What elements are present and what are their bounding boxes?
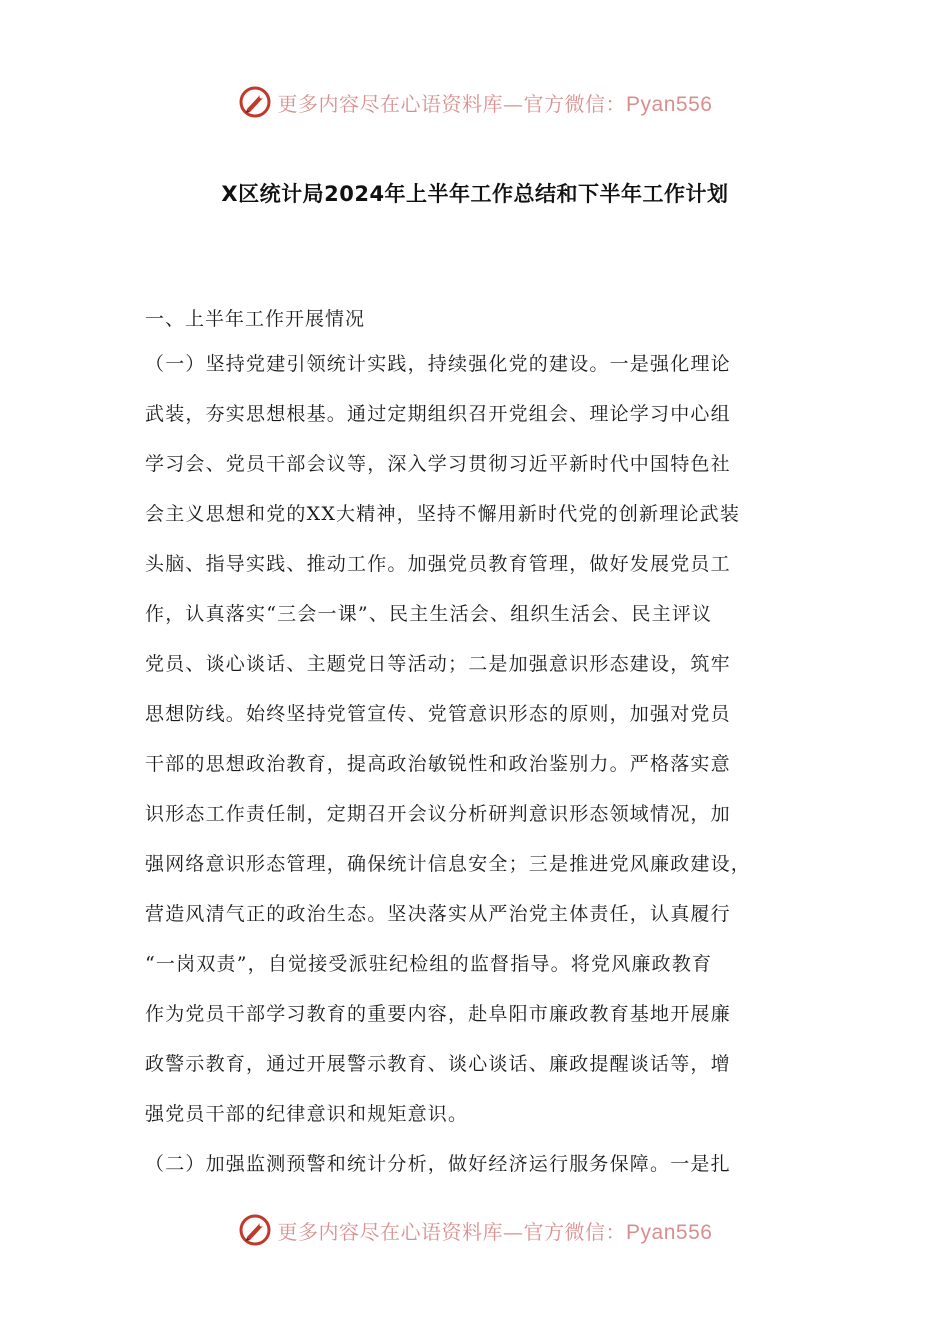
pen-logo-icon: [238, 1213, 272, 1247]
document-title: X区统计局2024年上半年工作总结和下半年工作计划: [221, 182, 729, 206]
watermark-handle: Pyan556: [626, 92, 713, 116]
text-line: 党员、谈心谈话、主题党日等活动；二是加强意识形态建设，筑牢: [145, 653, 731, 675]
text-line: 作，认真落实“三会一课”、民主生活会、组织生活会、民主评议: [145, 603, 713, 625]
text-line: 识形态工作责任制，定期召开会议分析研判意识形态领域情况，加: [145, 803, 731, 825]
section-heading: 一、上半年工作开展情况: [145, 308, 366, 330]
watermark-header: [0, 82, 950, 122]
text-line: 会主义思想和党的XX大精神，坚持不懈用新时代党的创新理论武装: [145, 503, 741, 525]
text-line: 头脑、指导实践、推动工作。加强党员教育管理，做好发展党员工: [145, 553, 731, 575]
watermark-handle: Pyan556: [626, 1220, 713, 1244]
watermark-text: 更多内容尽在心语资料库—官方微信：Pyan556: [277, 91, 713, 116]
text-line: （一）坚持党建引领统计实践，持续强化党的建设。一是强化理论: [145, 353, 731, 375]
text-line: 强网络意识形态管理，确保统计信息安全；三是推进党风廉政建设，: [145, 853, 752, 875]
paragraph-lines: [145, 339, 805, 1189]
text-line: 政警示教育，通过开展警示教育、谈心谈话、廉政提醒谈话等，增: [145, 1053, 731, 1075]
text-line: 作为党员干部学习教育的重要内容，赴阜阳市廉政教育基地开展廉: [145, 1003, 731, 1025]
text-line: 学习会、党员干部会议等，深入学习贯彻习近平新时代中国特色社: [145, 453, 731, 475]
text-line: （二）加强监测预警和统计分析，做好经济运行服务保障。一是扎: [145, 1153, 731, 1175]
text-line: 营造风清气正的政治生态。坚决落实从严治党主体责任，认真履行: [145, 903, 731, 925]
watermark-text: 更多内容尽在心语资料库—官方微信：Pyan556: [277, 1219, 713, 1244]
text-line: 思想防线。始终坚持党管宣传、党管意识形态的原则，加强对党员: [145, 703, 731, 725]
document-body: [145, 301, 805, 1189]
text-line: 强党员干部的纪律意识和规矩意识。: [145, 1103, 469, 1125]
text-line: 武装，夯实思想根基。通过定期组织召开党组会、理论学习中心组: [145, 403, 731, 425]
text-line: “一岗双责”，自觉接受派驻纪检组的监督指导。将党风廉政教育: [145, 953, 713, 975]
text-line: 干部的思想政治教育，提高政治敏锐性和政治鉴别力。严格落实意: [145, 753, 731, 775]
watermark-footer: [0, 1210, 950, 1250]
pen-logo-icon: [238, 85, 272, 119]
